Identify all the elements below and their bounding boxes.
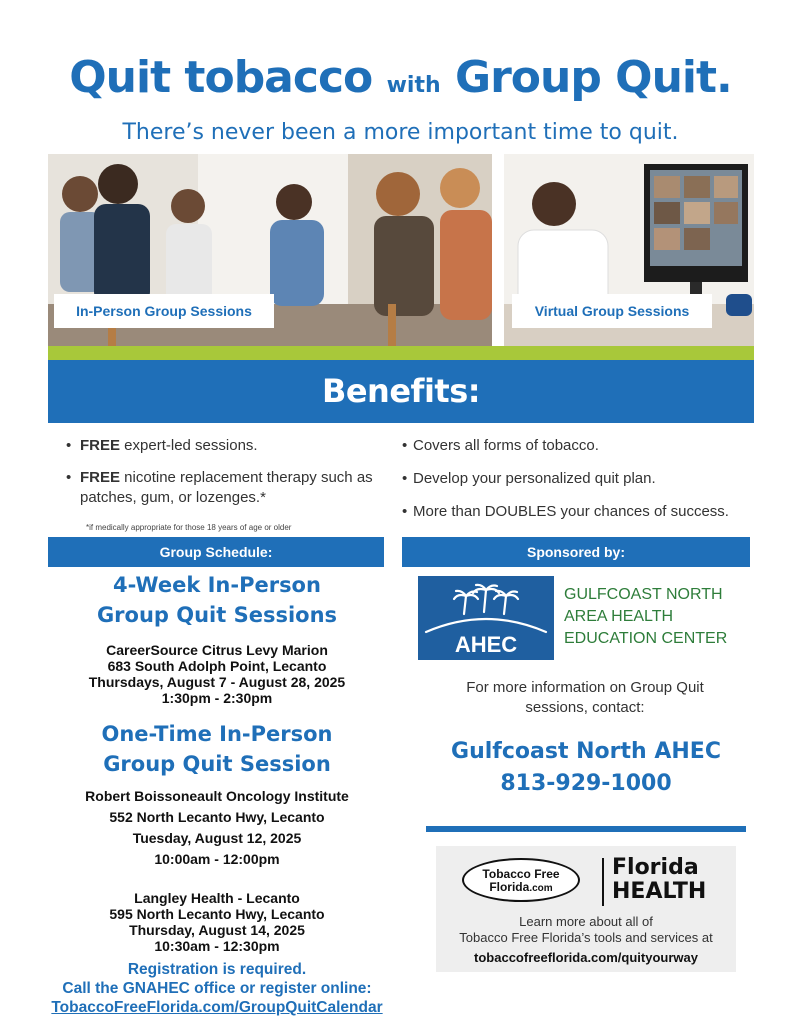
- block1-title-line2: Group Quit Sessions: [96, 603, 338, 627]
- benefit-item: [66, 436, 386, 456]
- tagline: There’s never been a more important time to quit.: [122, 120, 679, 145]
- headline-part2: Group Quit.: [454, 52, 732, 103]
- tff-text-line: Learn more about all of: [519, 914, 653, 929]
- block1-line: Thursdays, August 7 - August 28, 2025: [88, 674, 346, 690]
- contact-phone[interactable]: 813-929-1000: [500, 771, 672, 796]
- benefits-footnote: *if medically appropriate for those 18 years of age or older: [86, 523, 292, 532]
- logo-separator: [602, 858, 604, 906]
- block3-details: [30, 890, 404, 954]
- block3-line: 595 North Lecanto Hwy, Lecanto: [109, 906, 325, 922]
- headline: [0, 52, 801, 112]
- registration-link[interactable]: TobaccoFreeFlorida.com/GroupQuitCalendar: [51, 999, 383, 1016]
- block2-line: 552 North Lecanto Hwy, Lecanto: [109, 809, 325, 825]
- block1-line: 683 South Adolph Point, Lecanto: [107, 658, 327, 674]
- block2-line: 10:00am - 12:00pm: [154, 851, 280, 867]
- tff-logo-dotcom: .com: [529, 883, 553, 894]
- block2-title-line1: One-Time In-Person: [101, 722, 333, 746]
- contact-block: [404, 736, 768, 800]
- block2-line: Tuesday, August 12, 2025: [132, 830, 302, 846]
- florida-health-logo: [612, 856, 706, 904]
- palm-trees-icon: [418, 576, 554, 660]
- in-person-photo: [48, 154, 492, 346]
- schedule-block-1: [30, 570, 404, 706]
- block1-details: [30, 642, 404, 706]
- block3-line: Langley Health - Lecanto: [134, 890, 300, 906]
- tff-description: [436, 914, 736, 946]
- block2-details: [30, 786, 404, 870]
- virtual-label: Virtual Group Sessions: [512, 294, 712, 328]
- headline-with: with: [386, 73, 441, 98]
- benefit-item: • Covers all forms of tobacco.: [402, 436, 762, 456]
- tff-text-line: Tobacco Free Florida’s tools and services at: [459, 930, 713, 945]
- benefit-bold: FREE: [80, 469, 121, 486]
- benefit-item: [66, 468, 386, 508]
- benefit-text: nicotine replacement therapy such as patches, gum, or lozenges.*: [80, 469, 373, 506]
- registration: [0, 960, 434, 1017]
- sponsor-header: Sponsored by:: [402, 537, 750, 567]
- block1-line: CareerSource Citrus Levy Marion: [106, 642, 328, 658]
- block3-line: Thursday, August 14, 2025: [129, 922, 305, 938]
- benefit-item: • Develop your personalized quit plan.: [402, 469, 762, 489]
- headline-part1: Quit tobacco: [69, 52, 373, 103]
- header: [0, 52, 801, 145]
- benefits-right-list: [402, 436, 762, 535]
- ahec-org-line: EDUCATION CENTER: [564, 630, 728, 647]
- benefits-left-list: [66, 436, 386, 538]
- ahec-org-line: AREA HEALTH: [564, 608, 674, 625]
- block2-line: Robert Boissoneault Oncology Institute: [85, 788, 349, 804]
- schedule-block-3: [30, 890, 404, 954]
- contact-line: For more information on Group Quit: [466, 679, 704, 696]
- block1-line: 1:30pm - 2:30pm: [161, 690, 273, 706]
- fl-health-line2: HEALTH: [612, 879, 707, 904]
- in-person-label: In-Person Group Sessions: [54, 294, 274, 328]
- contact-line: sessions, contact:: [525, 699, 645, 716]
- divider: [426, 826, 746, 832]
- ahec-org-line: GULFCOAST NORTH: [564, 586, 723, 603]
- block3-line: 10:30am - 12:30pm: [154, 938, 280, 954]
- contact-info: [420, 678, 750, 718]
- benefit-item: • More than DOUBLES your chances of success.: [402, 502, 762, 522]
- tobacco-free-florida-logo: [462, 858, 580, 902]
- tff-logo-line1: Tobacco Free: [482, 867, 560, 881]
- block1-title-line1: 4-Week In-Person: [113, 573, 321, 597]
- benefit-text: expert-led sessions.: [120, 437, 258, 454]
- block2-title-line2: Group Quit Session: [103, 752, 331, 776]
- contact-name: Gulfcoast North AHEC: [451, 739, 721, 764]
- accent-bar: [48, 346, 754, 360]
- registration-line2: Call the GNAHEC office or register online:: [62, 980, 372, 997]
- tff-box: [436, 846, 736, 972]
- ahec-logo: [418, 576, 554, 660]
- ahec-logo-text: AHEC: [454, 632, 518, 657]
- benefits-title: Benefits:: [48, 360, 754, 423]
- virtual-photo: [504, 154, 754, 346]
- benefit-bold: FREE: [80, 437, 121, 454]
- registration-line1: Registration is required.: [127, 961, 307, 978]
- schedule-block-2: [30, 719, 404, 870]
- schedule-header: Group Schedule:: [48, 537, 384, 567]
- fl-health-line1: Florida: [612, 855, 699, 880]
- tff-url[interactable]: tobaccofreeflorida.com/quityourway: [474, 950, 698, 965]
- ahec-org-name: [564, 584, 727, 650]
- tff-logo-line2: Florida: [489, 880, 530, 894]
